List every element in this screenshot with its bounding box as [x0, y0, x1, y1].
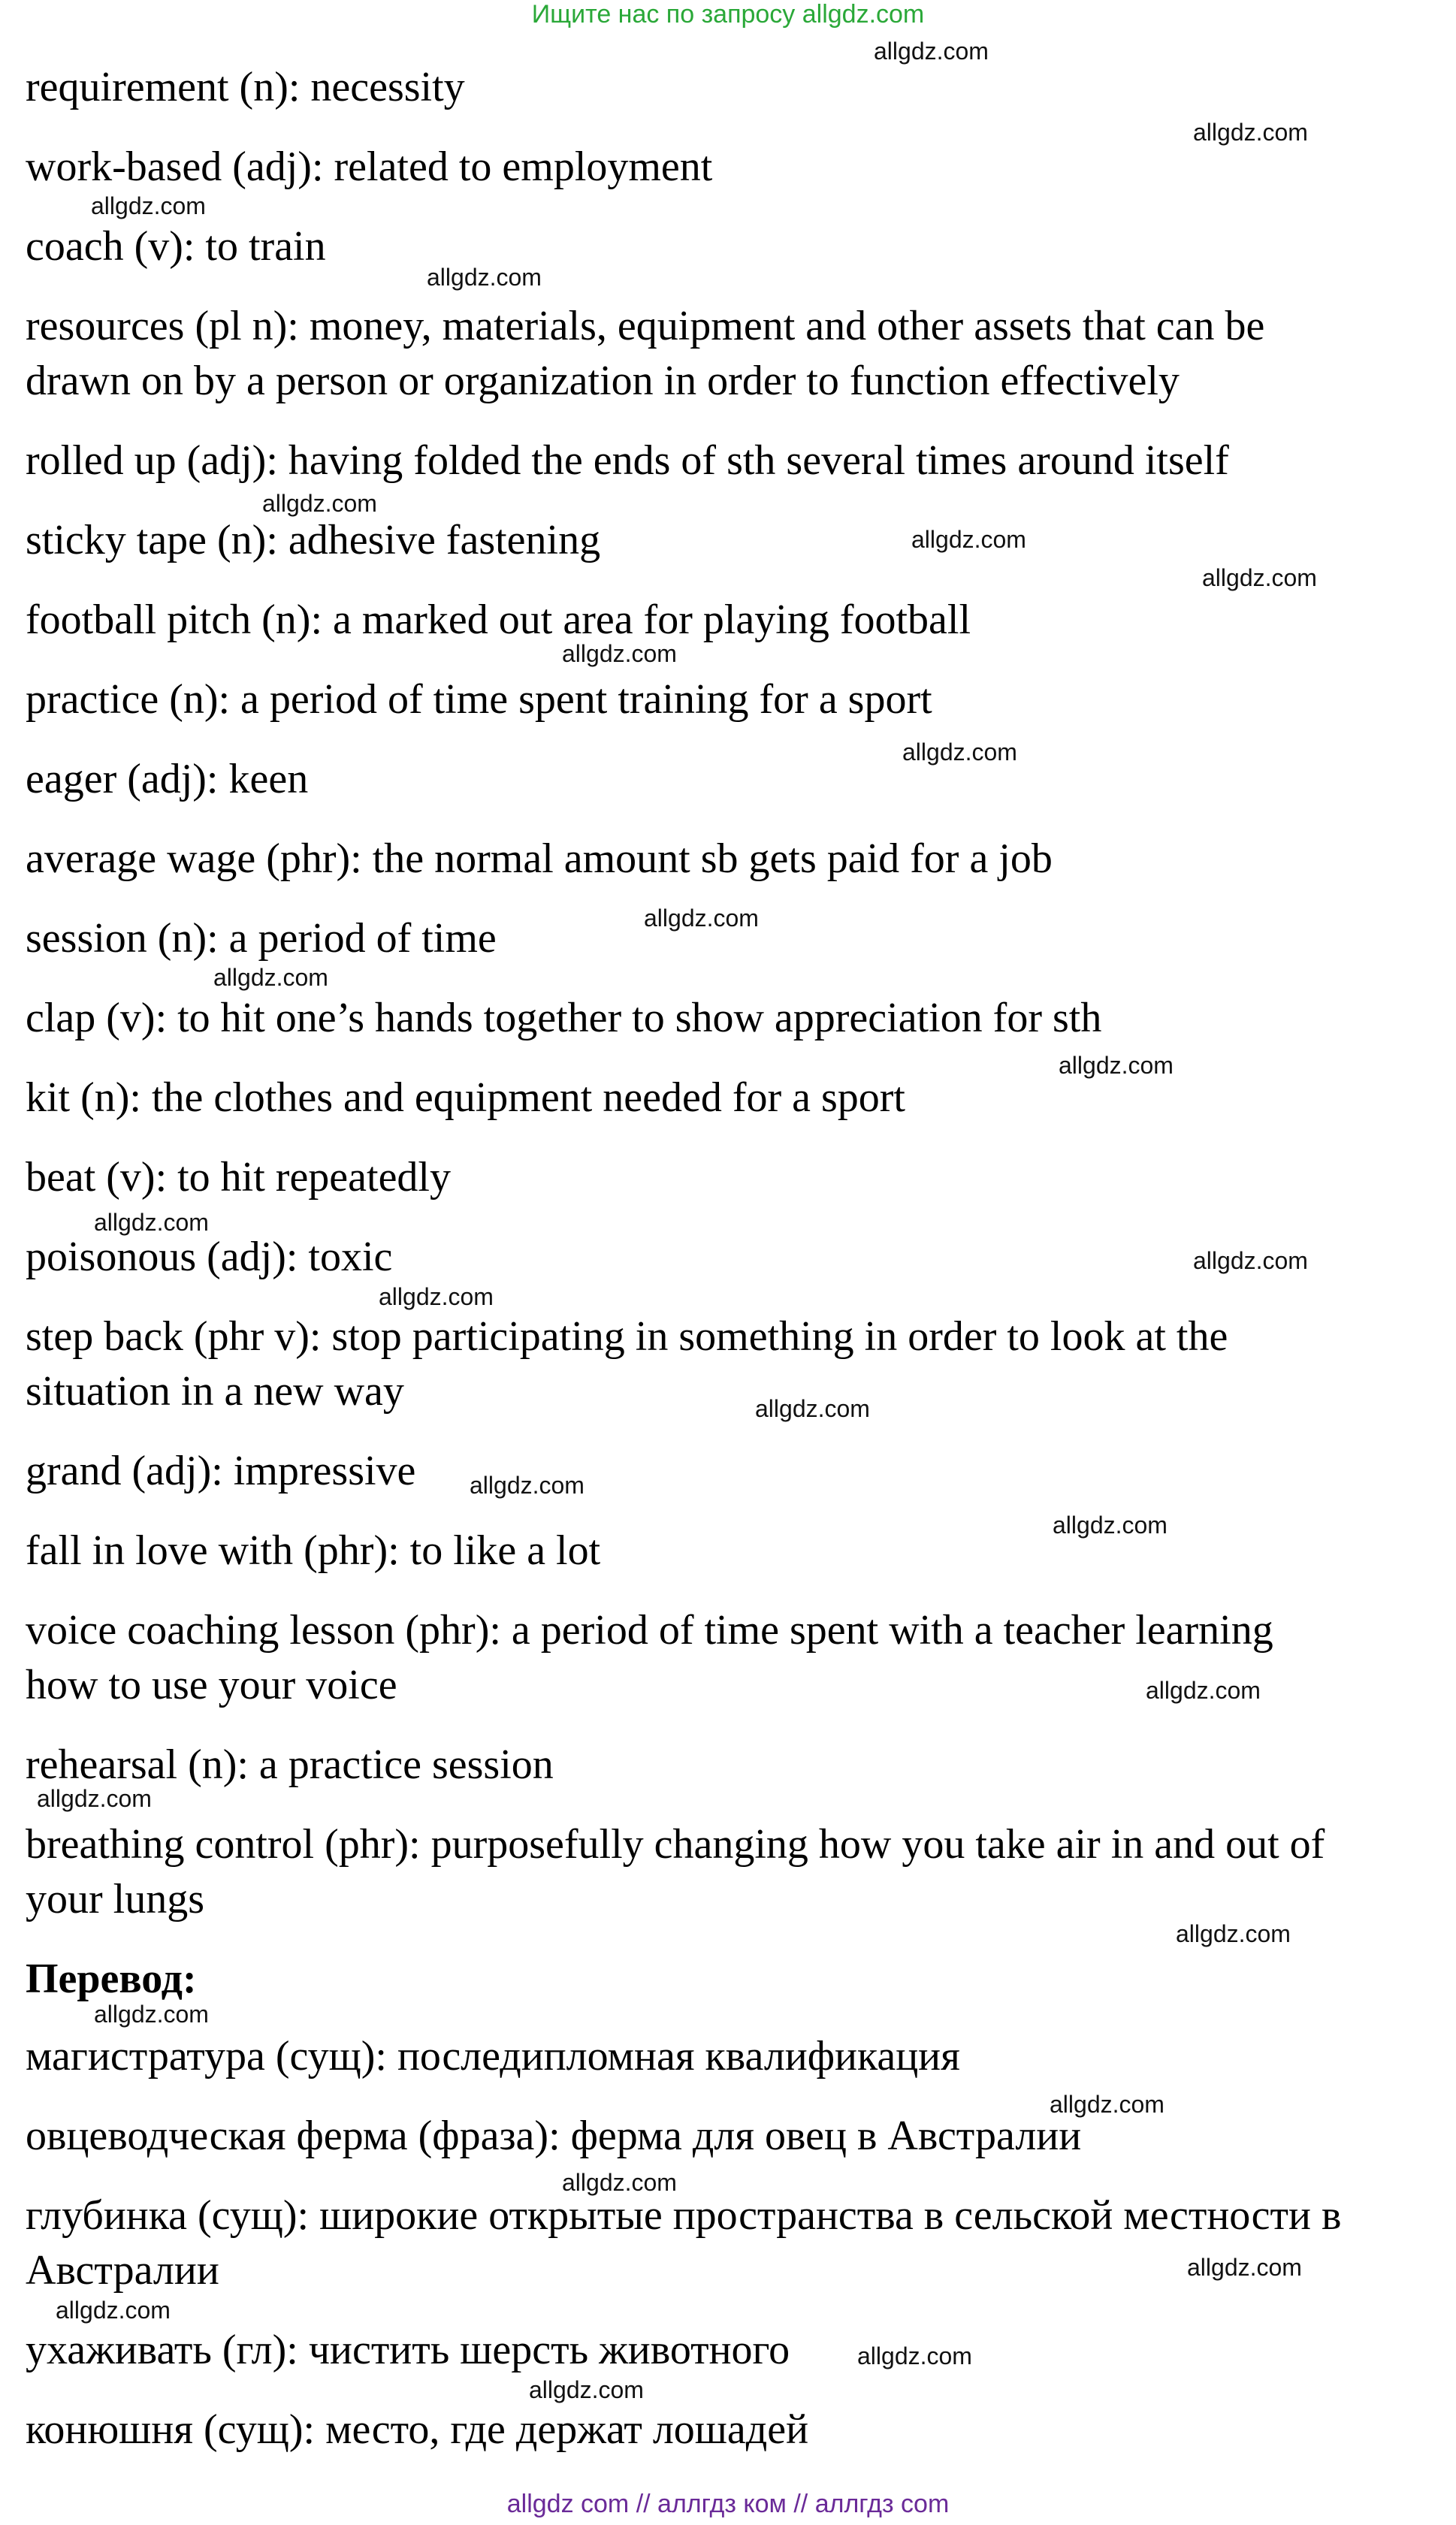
translation-heading: Перевод: — [26, 1956, 197, 2002]
watermark: allgdz.com — [1187, 2254, 1302, 2281]
translation-entry: конюшня (сущ): место, где держат лошадей — [26, 2406, 809, 2453]
watermark: allgdz.com — [562, 640, 677, 667]
glossary-entry: requirement (n): necessity — [26, 64, 465, 110]
glossary-entry: work-based (adj): related to employment — [26, 143, 713, 190]
glossary-entry: session (n): a period of time — [26, 915, 497, 962]
watermark: allgdz.com — [262, 490, 377, 517]
translation-entry: ухаживать (гл): чистить шерсть животного — [26, 2327, 790, 2373]
glossary-entry: fall in love with (phr): to like a lot — [26, 1527, 601, 1574]
watermark: allgdz.com — [1053, 1512, 1168, 1539]
watermark: allgdz.com — [91, 192, 206, 219]
glossary-entry: coach (v): to train — [26, 223, 326, 270]
watermark: allgdz.com — [1176, 1920, 1291, 1947]
watermark: allgdz.com — [874, 38, 989, 65]
watermark: allgdz.com — [37, 1785, 152, 1812]
watermark: allgdz.com — [1193, 119, 1308, 146]
translation-entry: глубинка (сущ): широкие открытые пространства в сельской местности в Австралии — [26, 2192, 1342, 2294]
watermark: allgdz.com — [1193, 1247, 1308, 1274]
footer-links[interactable]: allgdz com // аллгдз ком // аллгдз com — [506, 2490, 950, 2518]
watermark: allgdz.com — [56, 2297, 171, 2324]
glossary-entry: kit (n): the clothes and equipment needed for a sport — [26, 1074, 905, 1121]
glossary-entry: breathing control (phr): purposefully changing how you take air in and out of your lungs — [26, 1821, 1325, 1922]
watermark: allgdz.com — [427, 264, 542, 291]
glossary-entry: eager (adj): keen — [26, 756, 309, 802]
search-banner[interactable]: Ищите нас по запросу allgdz.com — [531, 0, 925, 29]
glossary-entry: step back (phr v): stop participating in something in order to look at the situation in a new way — [26, 1313, 1228, 1415]
glossary-entry: poisonous (adj): toxic — [26, 1234, 393, 1280]
watermark: allgdz.com — [529, 2376, 644, 2403]
watermark: allgdz.com — [1202, 564, 1317, 591]
watermark: allgdz.com — [755, 1395, 870, 1422]
glossary-entry: clap (v): to hit one’s hands together to show appreciation for sth — [26, 995, 1102, 1041]
watermark: allgdz.com — [911, 526, 1026, 553]
translation-entry: магистратура (сущ): последипломная квалификация — [26, 2033, 960, 2080]
glossary-entry: average wage (phr): the normal amount sb gets paid for a job — [26, 835, 1053, 882]
watermark: allgdz.com — [213, 964, 328, 991]
watermark: allgdz.com — [1059, 1052, 1174, 1079]
glossary-entry: sticky tape (n): adhesive fastening — [26, 517, 601, 563]
watermark: allgdz.com — [1146, 1677, 1261, 1704]
watermark: allgdz.com — [644, 905, 759, 932]
glossary-entry: rolled up (adj): having folded the ends of sth several times around itself — [26, 437, 1229, 484]
watermark: allgdz.com — [94, 1209, 209, 1236]
glossary-entry: resources (pl n): money, materials, equipment and other assets that can be drawn on by a person or organization in order to function effectively — [26, 303, 1265, 404]
glossary-entry: beat (v): to hit repeatedly — [26, 1154, 451, 1201]
watermark: allgdz.com — [1050, 2091, 1164, 2118]
translation-entry: овцеводческая ферма (фраза): ферма для овец в Австралии — [26, 2113, 1082, 2159]
watermark: allgdz.com — [379, 1283, 494, 1310]
watermark: allgdz.com — [470, 1472, 585, 1499]
glossary-entry: voice coaching lesson (phr): a period of time spent with a teacher learning how to use your voice — [26, 1607, 1273, 1708]
watermark: allgdz.com — [857, 2342, 972, 2369]
glossary — [26, 60, 1348, 2482]
glossary-entry: practice (n): a period of time spent training for a sport — [26, 676, 932, 723]
watermark: allgdz.com — [562, 2169, 677, 2196]
watermark: allgdz.com — [94, 2001, 209, 2028]
watermark: allgdz.com — [902, 738, 1017, 766]
glossary-entry: grand (adj): impressive — [26, 1448, 416, 1494]
glossary-entry: rehearsal (n): a practice session — [26, 1741, 554, 1788]
glossary-entry: football pitch (n): a marked out area for playing football — [26, 597, 971, 643]
